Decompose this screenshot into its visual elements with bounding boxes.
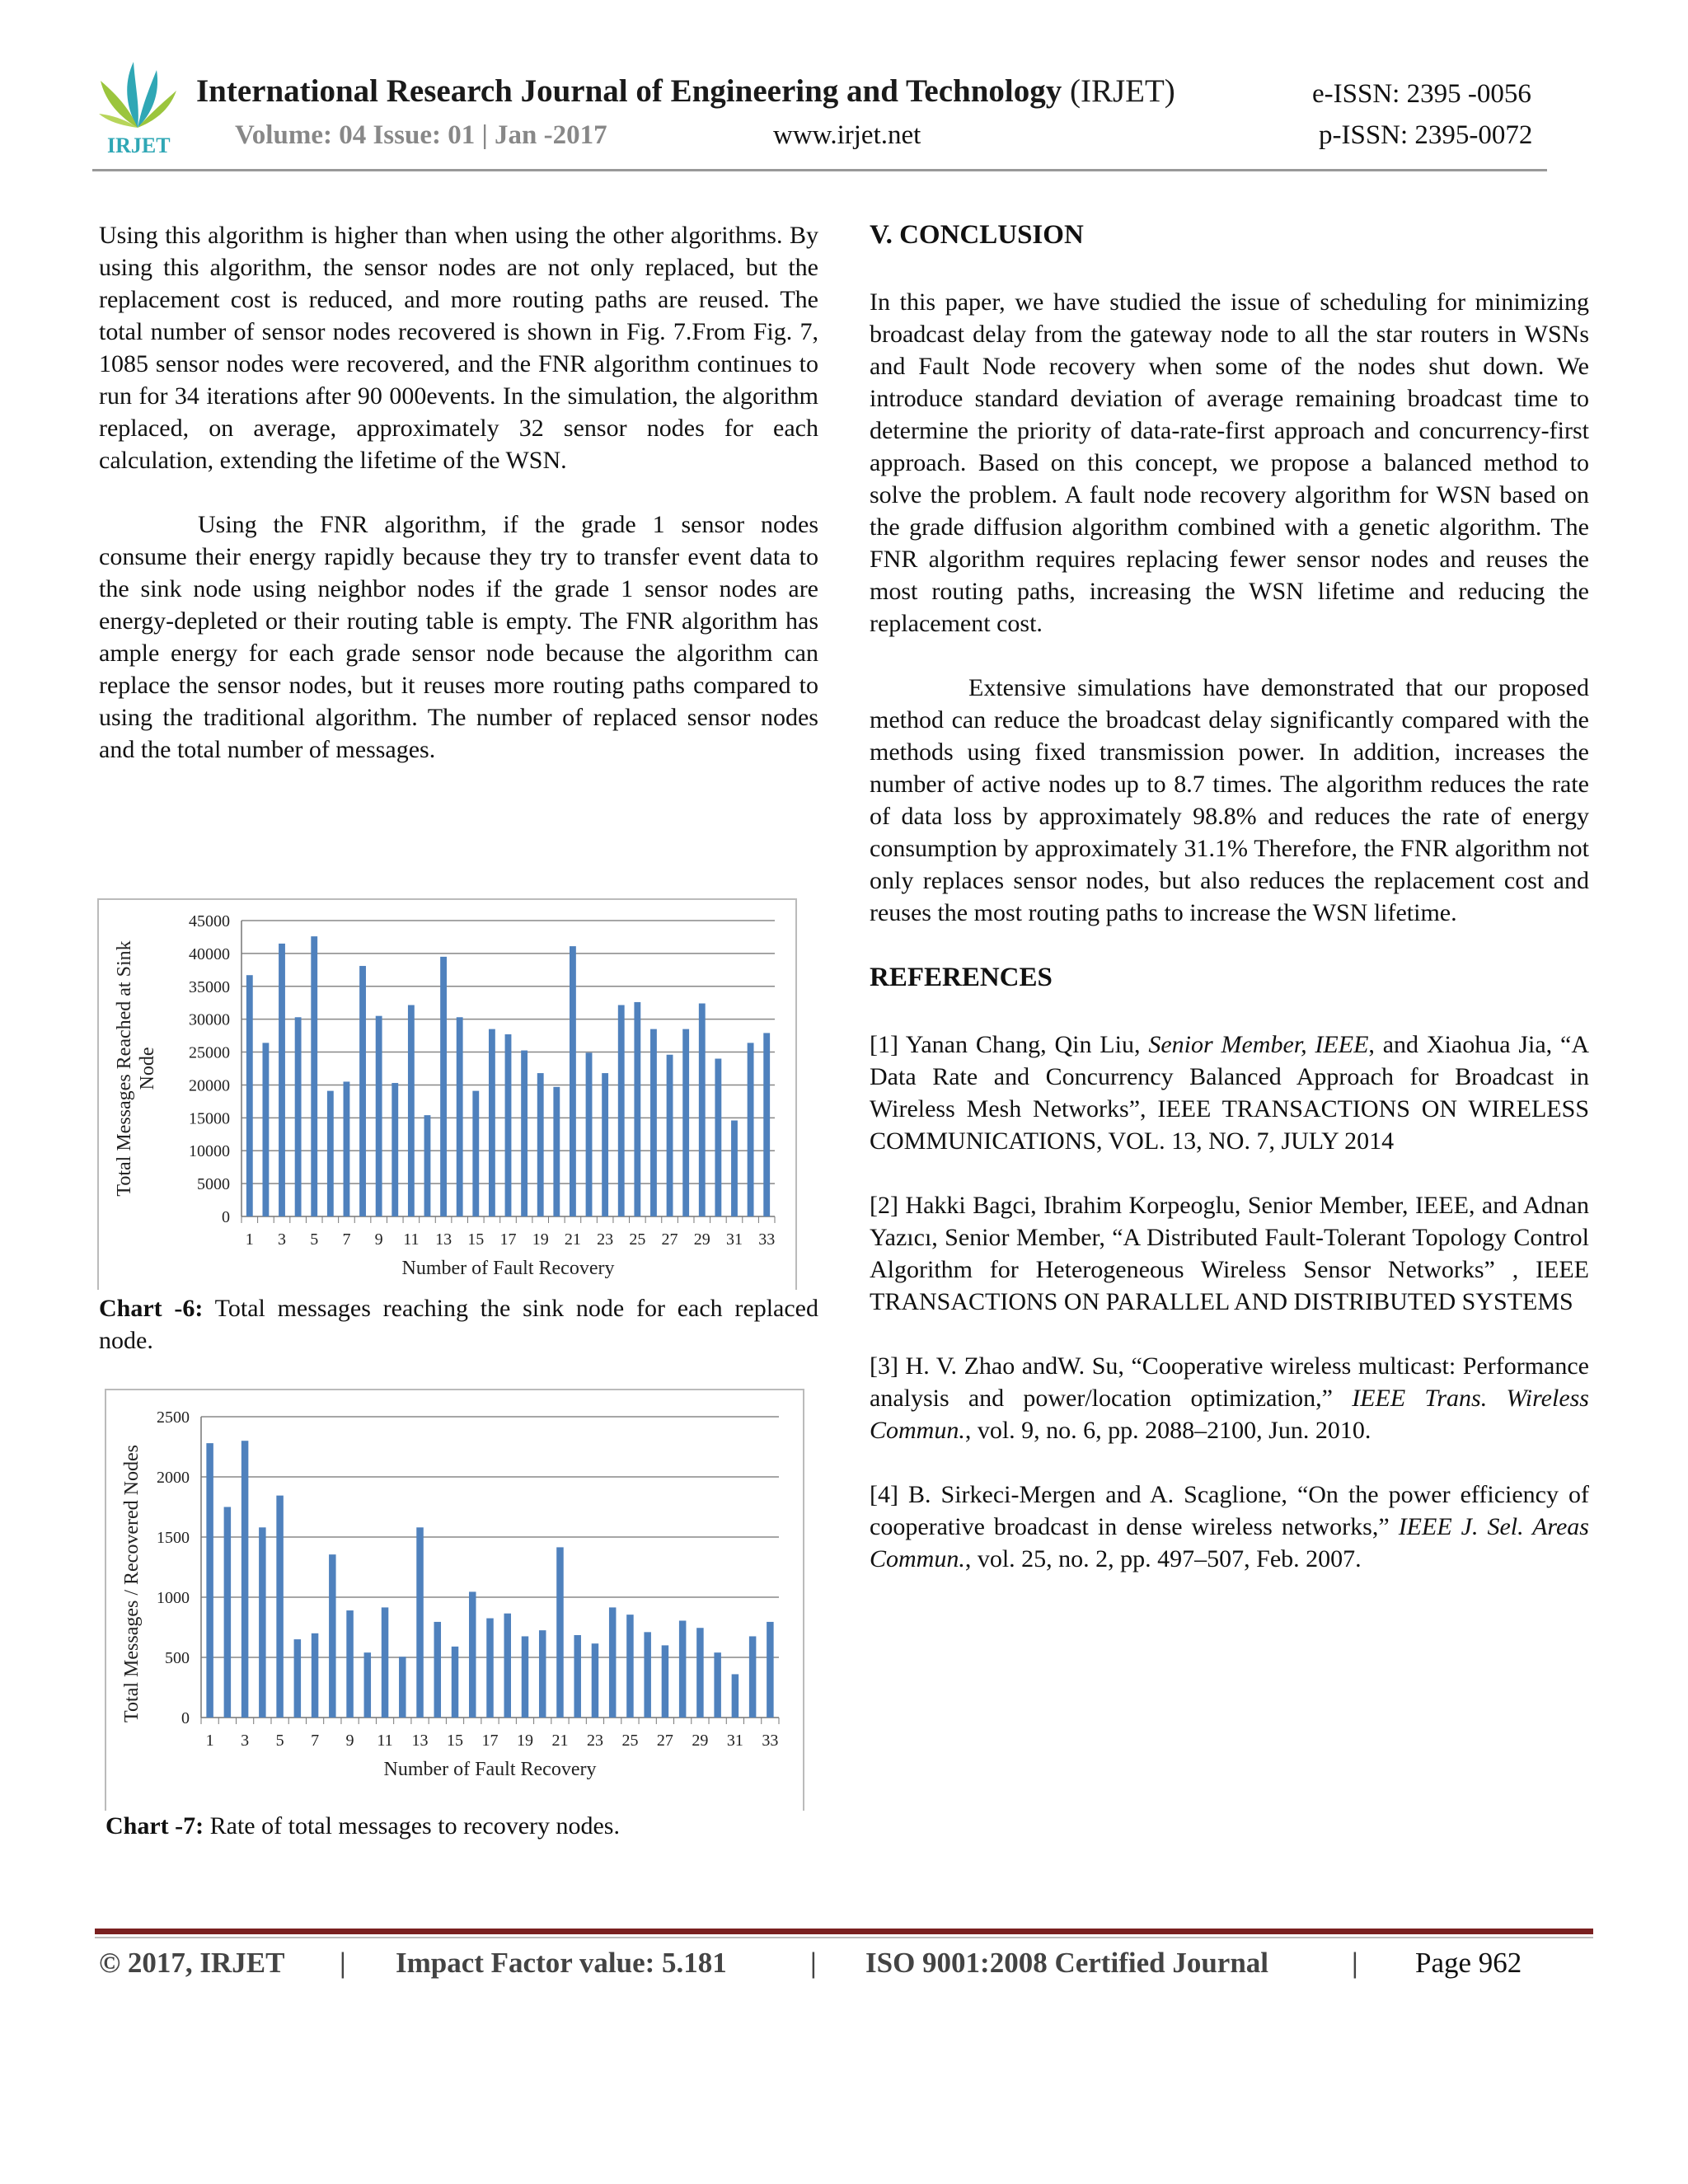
footer-iso: ISO 9001:2008 Certified Journal xyxy=(865,1947,1269,1979)
y-axis-label: Total Messages Reached at Sink xyxy=(114,940,135,1197)
bar xyxy=(699,1004,706,1216)
bar xyxy=(679,1620,686,1718)
y-tick-label: 35000 xyxy=(189,977,230,996)
bar xyxy=(262,1043,269,1216)
bar xyxy=(311,936,317,1216)
bar xyxy=(586,1052,593,1216)
y-tick-label: 25000 xyxy=(189,1043,230,1062)
x-tick-label: 31 xyxy=(726,1732,743,1750)
journal-title xyxy=(196,73,1175,110)
bar xyxy=(452,1647,458,1718)
x-tick-label: 1 xyxy=(205,1732,214,1750)
website-link[interactable]: www.irjet.net xyxy=(773,120,921,150)
bar xyxy=(602,1073,608,1216)
x-tick-label: 7 xyxy=(311,1732,320,1750)
x-tick-label: 7 xyxy=(342,1230,351,1249)
x-tick-label: 25 xyxy=(629,1230,646,1249)
bar xyxy=(486,1619,493,1718)
bar xyxy=(329,1554,335,1718)
bar xyxy=(434,1622,441,1718)
bar xyxy=(667,1055,673,1216)
x-tick-label: 15 xyxy=(447,1732,464,1750)
bar xyxy=(364,1652,371,1718)
x-tick-label: 27 xyxy=(661,1230,678,1249)
right-column xyxy=(870,219,1589,1575)
reference-item: [3] H. V. Zhao andW. Su, “Cooperative wireless multicast: Performance analysis and power/location optimization,” IEEE Trans. Wireless Commun., vol. 9, no. 6, pp. 2088–2100, Jun. 2010. xyxy=(870,1352,1589,1444)
x-tick-label: 27 xyxy=(656,1732,673,1750)
bar xyxy=(294,1639,301,1718)
x-tick-label: 3 xyxy=(278,1230,287,1249)
bar xyxy=(489,1029,495,1216)
x-tick-label: 21 xyxy=(551,1732,569,1750)
y-axis-label-cont: Node xyxy=(137,1047,158,1090)
bar xyxy=(457,1017,463,1216)
bar xyxy=(505,1034,512,1216)
caption-label: Chart -6: xyxy=(99,1295,204,1322)
y-tick-label: 0 xyxy=(181,1709,190,1727)
bar xyxy=(344,1081,350,1216)
bar xyxy=(682,1029,689,1216)
y-tick-label: 1000 xyxy=(157,1589,190,1607)
bar xyxy=(618,1005,625,1216)
bar xyxy=(241,1441,248,1718)
x-tick-label: 5 xyxy=(310,1230,319,1249)
x-tick-label: 29 xyxy=(692,1732,709,1750)
paragraph: Using the FNR algorithm, if the grade 1 sensor nodes consume their energy rapidly because they try to transfer event data to the sink node using neighbor nodes if the grade 1 sensor nodes are energy-depleted or their routing table is empty. The FNR algorithm has ample energy for each grade sensor node because the algorithm can replace the sensor nodes, but it reuses more routing paths compared to using the traditional algorithm. The number of replaced sensor nodes and the total number of messages. xyxy=(99,511,818,763)
footer-rule xyxy=(95,1929,1593,1934)
bar xyxy=(556,1547,563,1718)
bar xyxy=(295,1017,302,1216)
reference-item: [1] Yanan Chang, Qin Liu, Senior Member, IEEE, and Xiaohua Jia, “A Data Rate and Concurrency Balanced Approach for Broadcast in Wireless Mesh Networks”, IEEE TRANSACTIONS ON WIRELESS COMMUNICATIONS, VOL. 13, NO. 7, JULY 2014 xyxy=(870,1031,1589,1155)
bar xyxy=(424,1115,431,1216)
bar xyxy=(715,1059,721,1216)
x-tick-label: 21 xyxy=(564,1230,581,1249)
left-column xyxy=(99,219,818,766)
bar xyxy=(359,966,366,1216)
bar xyxy=(416,1527,423,1718)
journal-abbr: (IRJET) xyxy=(1069,73,1175,109)
chart-6 xyxy=(97,898,797,1290)
journal-title-text: International Research Journal of Engineering and Technology xyxy=(196,73,1062,109)
x-tick-label: 11 xyxy=(377,1732,393,1750)
bar xyxy=(763,1033,770,1216)
bar xyxy=(767,1622,773,1718)
x-tick-label: 23 xyxy=(586,1732,603,1750)
x-tick-label: 25 xyxy=(621,1732,639,1750)
x-tick-label: 23 xyxy=(597,1230,614,1249)
x-tick-label: 19 xyxy=(516,1732,533,1750)
footer-copyright: © 2017, IRJET xyxy=(99,1947,285,1979)
bar xyxy=(626,1615,633,1718)
x-tick-label: 13 xyxy=(435,1230,452,1249)
bar xyxy=(696,1628,703,1718)
bar xyxy=(609,1607,616,1718)
x-tick-label: 19 xyxy=(532,1230,549,1249)
bar xyxy=(662,1645,668,1718)
bar xyxy=(312,1633,318,1718)
bar xyxy=(327,1091,334,1216)
bar xyxy=(537,1073,544,1216)
caption-label: Chart -7: xyxy=(106,1812,204,1840)
x-axis-label: Number of Fault Recovery xyxy=(383,1759,597,1780)
y-tick-label: 0 xyxy=(222,1208,230,1226)
y-tick-label: 2000 xyxy=(157,1469,190,1487)
y-tick-label: 15000 xyxy=(189,1109,230,1128)
bar xyxy=(206,1443,213,1718)
y-tick-label: 40000 xyxy=(189,944,230,963)
y-tick-label: 500 xyxy=(165,1649,190,1667)
irjet-logo xyxy=(92,58,183,157)
bar xyxy=(382,1607,388,1718)
x-tick-label: 15 xyxy=(467,1230,485,1249)
references-list xyxy=(870,1029,1589,1575)
bar xyxy=(574,1635,580,1718)
y-tick-label: 10000 xyxy=(189,1142,230,1161)
x-tick-label: 17 xyxy=(481,1732,499,1750)
bar xyxy=(539,1630,546,1718)
footer-separator: | xyxy=(1352,1947,1358,1979)
paragraph: In this paper, we have studied the issue of scheduling for minimizing broadcast delay from the gateway node to all the star routers in WSNs and Fault Node recovery when some of the nodes shut down. We introduce standard deviation of average remaining broadcast time to determine the priority of data-rate-first approach and concurrency-first approach. Based on this concept, we propose a balanced method to solve the problem. A fault node recovery algorithm for WSN based on the grade diffusion algorithm combined with a genetic algorithm. The FNR algorithm requires replacing fewer sensor nodes and reuses the most routing paths, increasing the WSN lifetime and reducing the replacement cost. xyxy=(870,288,1589,637)
chart-7-caption xyxy=(106,1810,825,1842)
caption-text: Total messages reaching the sink node for each replaced node. xyxy=(99,1295,818,1354)
bar xyxy=(472,1091,479,1216)
x-tick-label: 9 xyxy=(345,1732,354,1750)
bar xyxy=(279,944,285,1216)
volume-issue: Volume: 04 Issue: 01 | Jan -2017 xyxy=(235,120,607,150)
bar xyxy=(259,1527,265,1718)
y-tick-label: 20000 xyxy=(189,1076,230,1095)
y-tick-label: 30000 xyxy=(189,1010,230,1029)
x-tick-label: 29 xyxy=(693,1230,710,1249)
bar xyxy=(399,1657,406,1718)
bar xyxy=(570,946,576,1216)
bar xyxy=(644,1632,650,1718)
x-tick-label: 3 xyxy=(241,1732,250,1750)
chart-6-caption xyxy=(99,1292,818,1357)
footer-page-number: Page 962 xyxy=(1415,1947,1522,1979)
reference-item: [2] Hakki Bagci, Ibrahim Korpeoglu, Senior Member, IEEE, and Adnan Yazıcı, Senior Member, “A Distributed Fault-Tolerant Topology Control Algorithm for Heterogeneous Wireless Sensor Networks” , IEEE TRANSACTIONS ON PARALLEL AND DISTRIBUTED SYSTEMS xyxy=(870,1192,1589,1315)
bar xyxy=(714,1652,720,1718)
y-tick-label: 2500 xyxy=(157,1408,190,1427)
x-tick-label: 33 xyxy=(762,1732,779,1750)
footer-impact-factor: Impact Factor value: 5.181 xyxy=(396,1947,727,1979)
bar xyxy=(276,1496,283,1718)
paragraph: Using this algorithm is higher than when using the other algorithms. By using this algorithm, the sensor nodes are not only replaced, but the replacement cost is reduced, and more routing paths are reused. The total number of sensor nodes recovered is shown in Fig. 7.From Fig. 7, 1085 sensor nodes were recovered, and the FNR algorithm continues to run for 34 iterations after 90 000events. In the simulation, the algorithm replaced, on average, approximately 32 sensor nodes for each calculation, extending the lifetime of the WSN. xyxy=(99,222,818,474)
y-tick-label: 1500 xyxy=(157,1529,190,1547)
bar xyxy=(748,1043,754,1216)
x-tick-label: 31 xyxy=(725,1230,743,1249)
bar xyxy=(732,1674,738,1718)
bar xyxy=(592,1643,598,1718)
x-tick-label: 33 xyxy=(758,1230,776,1249)
chart-6-svg xyxy=(99,900,795,1290)
footer-rule-thin xyxy=(95,1937,1593,1938)
footer-separator: | xyxy=(810,1947,817,1979)
bar xyxy=(440,957,447,1216)
x-tick-label: 13 xyxy=(411,1732,429,1750)
bar xyxy=(650,1029,657,1216)
conclusion-heading: V. CONCLUSION xyxy=(870,220,1084,250)
bar xyxy=(408,1005,415,1216)
y-tick-label: 5000 xyxy=(197,1175,230,1194)
logo-text: IRJET xyxy=(107,134,171,157)
bar xyxy=(522,1636,528,1718)
x-axis-label: Number of Fault Recovery xyxy=(401,1258,615,1279)
chart-7-svg xyxy=(106,1390,803,1811)
bar xyxy=(376,1016,382,1216)
bar xyxy=(521,1051,528,1216)
x-tick-label: 9 xyxy=(374,1230,383,1249)
bar xyxy=(731,1121,738,1216)
footer-separator: | xyxy=(340,1947,346,1979)
bar xyxy=(224,1507,231,1718)
bar xyxy=(504,1614,510,1718)
caption-text: Rate of total messages to recovery nodes. xyxy=(204,1812,620,1840)
reference-item: [4] B. Sirkeci-Mergen and A. Scaglione, “On the power efficiency of cooperative broadcast in dense wireless networks,” IEEE J. Sel. Areas Commun., vol. 25, no. 2, pp. 497–507, Feb. 2007. xyxy=(870,1481,1589,1572)
bar xyxy=(392,1083,398,1216)
y-tick-label: 45000 xyxy=(189,912,230,930)
bar xyxy=(553,1087,560,1216)
bar xyxy=(346,1610,353,1718)
header-divider xyxy=(92,169,1547,171)
pissn: p-ISSN: 2395-0072 xyxy=(1319,120,1533,150)
bar xyxy=(246,975,253,1216)
bar xyxy=(634,1002,640,1216)
chart-7 xyxy=(105,1389,804,1811)
bar xyxy=(469,1591,476,1718)
x-tick-label: 17 xyxy=(499,1230,517,1249)
paragraph: Extensive simulations have demonstrated that our proposed method can reduce the broadcast delay significantly compared with the methods using fixed transmission power. In addition, increases the number of active nodes up to 8.7 times. The algorithm reduces the rate of data loss by approximately 98.8% and reduces the rate of energy consumption by approximately 31.1% Therefore, the FNR algorithm not only replaces sensor nodes, but also reduces the replacement cost and reuses the most routing paths to increase the WSN lifetime. xyxy=(870,674,1589,926)
x-tick-label: 5 xyxy=(275,1732,284,1750)
references-heading: REFERENCES xyxy=(870,963,1053,992)
eissn: e-ISSN: 2395 -0056 xyxy=(1312,79,1531,109)
x-tick-label: 1 xyxy=(245,1230,254,1249)
bar xyxy=(749,1636,756,1718)
x-tick-label: 11 xyxy=(403,1230,420,1249)
y-axis-label: Total Messages / Recovered Nodes xyxy=(121,1445,143,1722)
